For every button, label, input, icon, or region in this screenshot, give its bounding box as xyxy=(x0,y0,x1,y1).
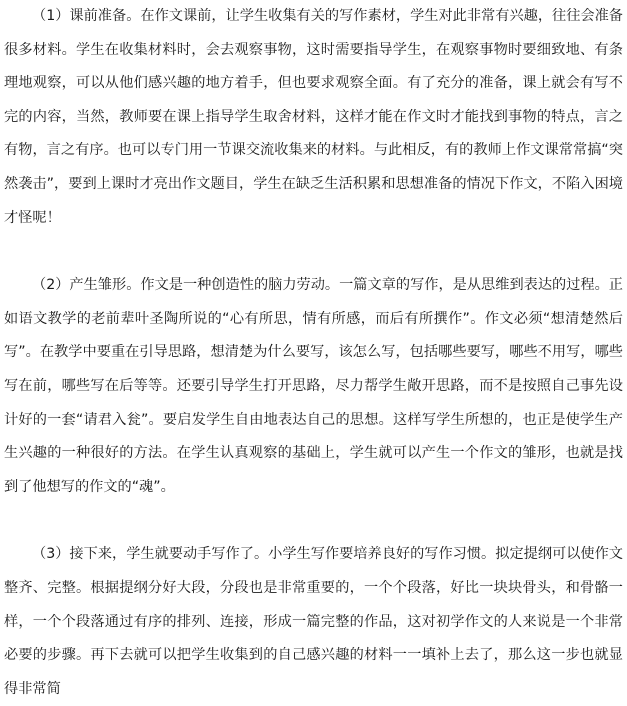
article-body xyxy=(4,0,623,706)
paragraph-draft-formation: （2）产生雏形。作文是一种创造性的脑力劳动。一篇文章的写作，是从思维到表达的过程。正如语文教学的老前辈叶圣陶所说的“心有所思，情有所感，而后有所撰作”。作文必须“想清楚然后写”。在教学中要重在引导思路，想清楚为什么要写，该怎么写，包括哪些要写，哪些不用写，哪些写在前，哪些写在后等等。还要引导学生打开思路，尽力帮学生敞开思路，而不是按照自己事先设计好的一套“请君入瓮”。要启发学生自由地表达自己的思想。这样写学生所想的，也正是使学生产生兴趣的一种很好的方法。在学生认真观察的基础上，学生就可以产生一个作文的雏形，也就是找到了他想写的作文的“魂”。 xyxy=(4,277,623,495)
paragraph-lesson-preparation: （1）课前准备。在作文课前，让学生收集有关的写作素材，学生对此非常有兴趣，往往会准备很多材料。学生在收集材料时，会去观察事物，这时需要指导学生，在观察事物时要细致地、有条理地观察，可以从他们感兴趣的地方着手，但也要求观察全面。有了充分的准备，课上就会有写不完的内容，当然，教师要在课上指导学生取舍材料，这样才能在作文时才能找到事物的特点，言之有物，言之有序。也可以专门用一节课交流收集来的材料。与此相反，有的教师上作文课常常搞“突然袭击”，要到上课时才亮出作文题目，学生在缺乏生活积累和思想准备的情况下作文，不陷入困境才怪呢！ xyxy=(4,8,623,226)
paragraph-start-writing: （3）接下来，学生就要动手写作了。小学生写作要培养良好的写作习惯。拟定提纲可以使作文整齐、完整。根据提纲分好大段，分段也是非常重要的，一个个段落，好比一块块骨头，和骨骼一样，一个个段落通过有序的排列、连接，形成一篇完整的作品，这对初学作文的人来说是一个非常必要的步骤。再下去就可以把学生收集到的自己感兴趣的材料一一填补上去了，那么这一步也就显得非常简 xyxy=(4,546,623,697)
